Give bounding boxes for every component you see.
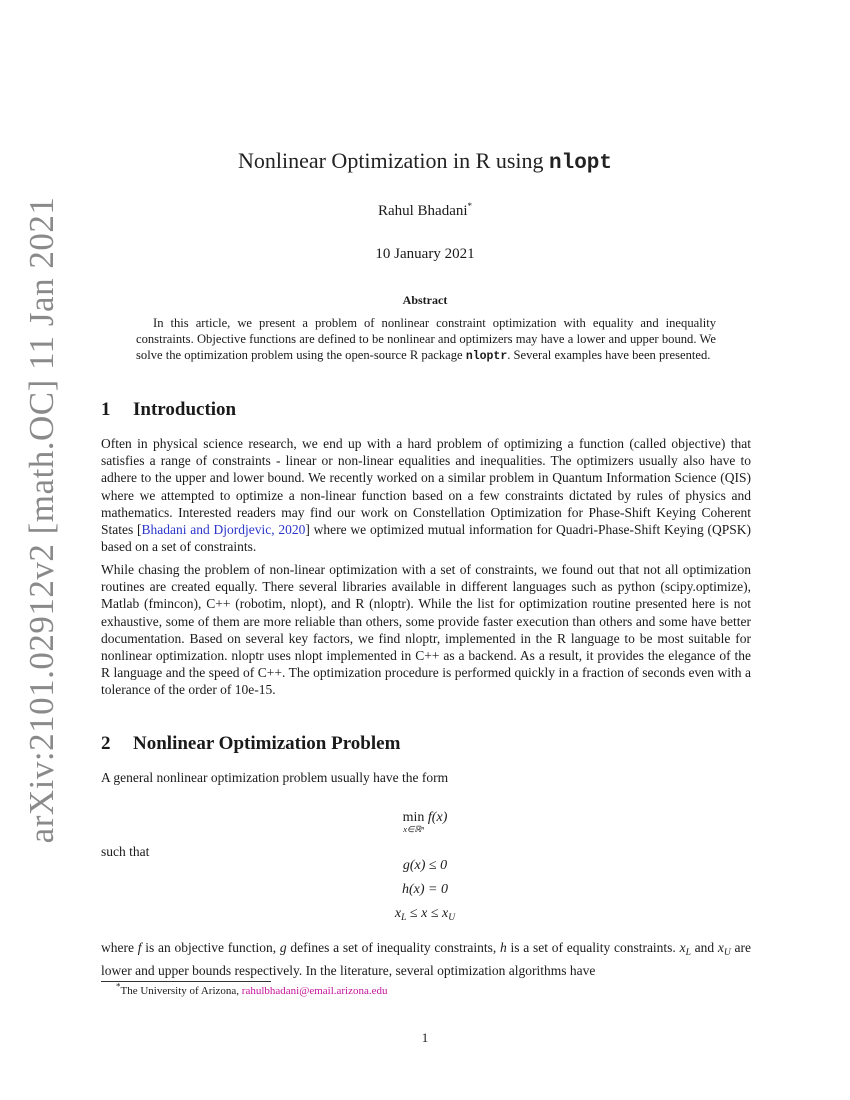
- paper-title: [0, 148, 850, 175]
- such-that-label: such that: [101, 844, 150, 859]
- section-heading-introduction: 1 Introduction: [101, 399, 237, 420]
- paper-date: 10 January 2021: [375, 246, 475, 262]
- arxiv-stamp: arXiv:2101.02912v2 [math.OC] 11 Jan 2021: [22, 196, 61, 844]
- footnote: *The University of Arizona, rahulbhadani@email.arizona.edu: [116, 981, 388, 997]
- constraint-inequality: g(x) ≤ 0: [402, 858, 448, 873]
- intro-paragraph-2: While chasing the problem of non-linear optimization with a set of constraints, we found out that not all optimization routines are created equally. There several libraries available in different languages such as python (scipy.optimize), Matlab (fmincon), C++ (robotim, nlopt), and R (nloptr). While the list for optimization routine presented here is not exhaustive, some of them are more reliable than others, some provide faster execution than others and some have better documentation. Based on several key factors, we find nloptr, implemented in the R language to be most suitable for nonlinear optimization. nloptr uses nlopt implemented in C++ as a backend. As a result, it provides the elegance of the R language and the speed of C++. The optimization procedure is performed quickly in a fraction of seconds even with a tolerance of the order of 10e-15.: [101, 562, 751, 698]
- author-name: Rahul Bhadani: [377, 203, 468, 219]
- page-number: 1: [421, 1030, 429, 1045]
- author: [0, 203, 850, 220]
- citation-link[interactable]: Bhadani and Djordjevic, 2020: [141, 522, 306, 538]
- title-code: nlopt: [549, 152, 613, 175]
- title-text: Nonlinear Optimization in R using: [237, 148, 549, 173]
- section-heading-nonlinear-optimization: 2 Nonlinear Optimization Problem: [101, 733, 401, 754]
- intro-paragraph-1: Often in physical science research, we end up with a hard problem of optimizing a function (called objective) that satisfies a range of constraints - linear or non-linear equalities and inequalities. The optimizers usually also have to adhere to the upper and lower bound. We recently worked on a similar problem in Quantum Information Science (QIS) where we attempted to optimize a non-linear function based on a few constraints dictated by rules of physics and mathematics. Interested readers may find our work on Constellation Optimization for Phase-Shift Keying Coherent States [Bhadani and Djordjevic, 2020] where we optimized mutual information for Quadri-Phase-Shift Keying (QPSK) based on a set of constraints.: [101, 436, 751, 555]
- section2-intro: A general nonlinear optimization problem usually have the form: [101, 770, 449, 785]
- author-footnote-marker[interactable]: *: [467, 201, 473, 211]
- package-name: nloptr: [465, 350, 508, 363]
- constraint-bounds: $x_L \le x \le x_U$: [394, 906, 456, 923]
- constraint-equality: h(x) = 0: [402, 882, 448, 897]
- footnote-divider: [101, 981, 271, 982]
- abstract-heading: Abstract: [402, 293, 448, 307]
- section2-where-paragraph: where f is an objective function, g defines a set of inequality constraints, h is a set of equality constraints. $x_L$ and $x_U$ are lower and upper bounds respectively. In the literature, several optimization algorithms have: [101, 940, 751, 979]
- abstract-text: In this article, we present a problem of nonlinear constraint optimization with equality and inequality constraints. Objective functions are defined to be nonlinear and optimizers may have a lower and upper bound. We solve the optimization problem using the open-source R package nloptr. Several examples have been presented.: [136, 316, 716, 363]
- objective-equation: min x∈ℝⁿ f(x): [402, 810, 448, 834]
- author-email-link[interactable]: rahulbhadani@email.arizona.edu: [241, 985, 388, 997]
